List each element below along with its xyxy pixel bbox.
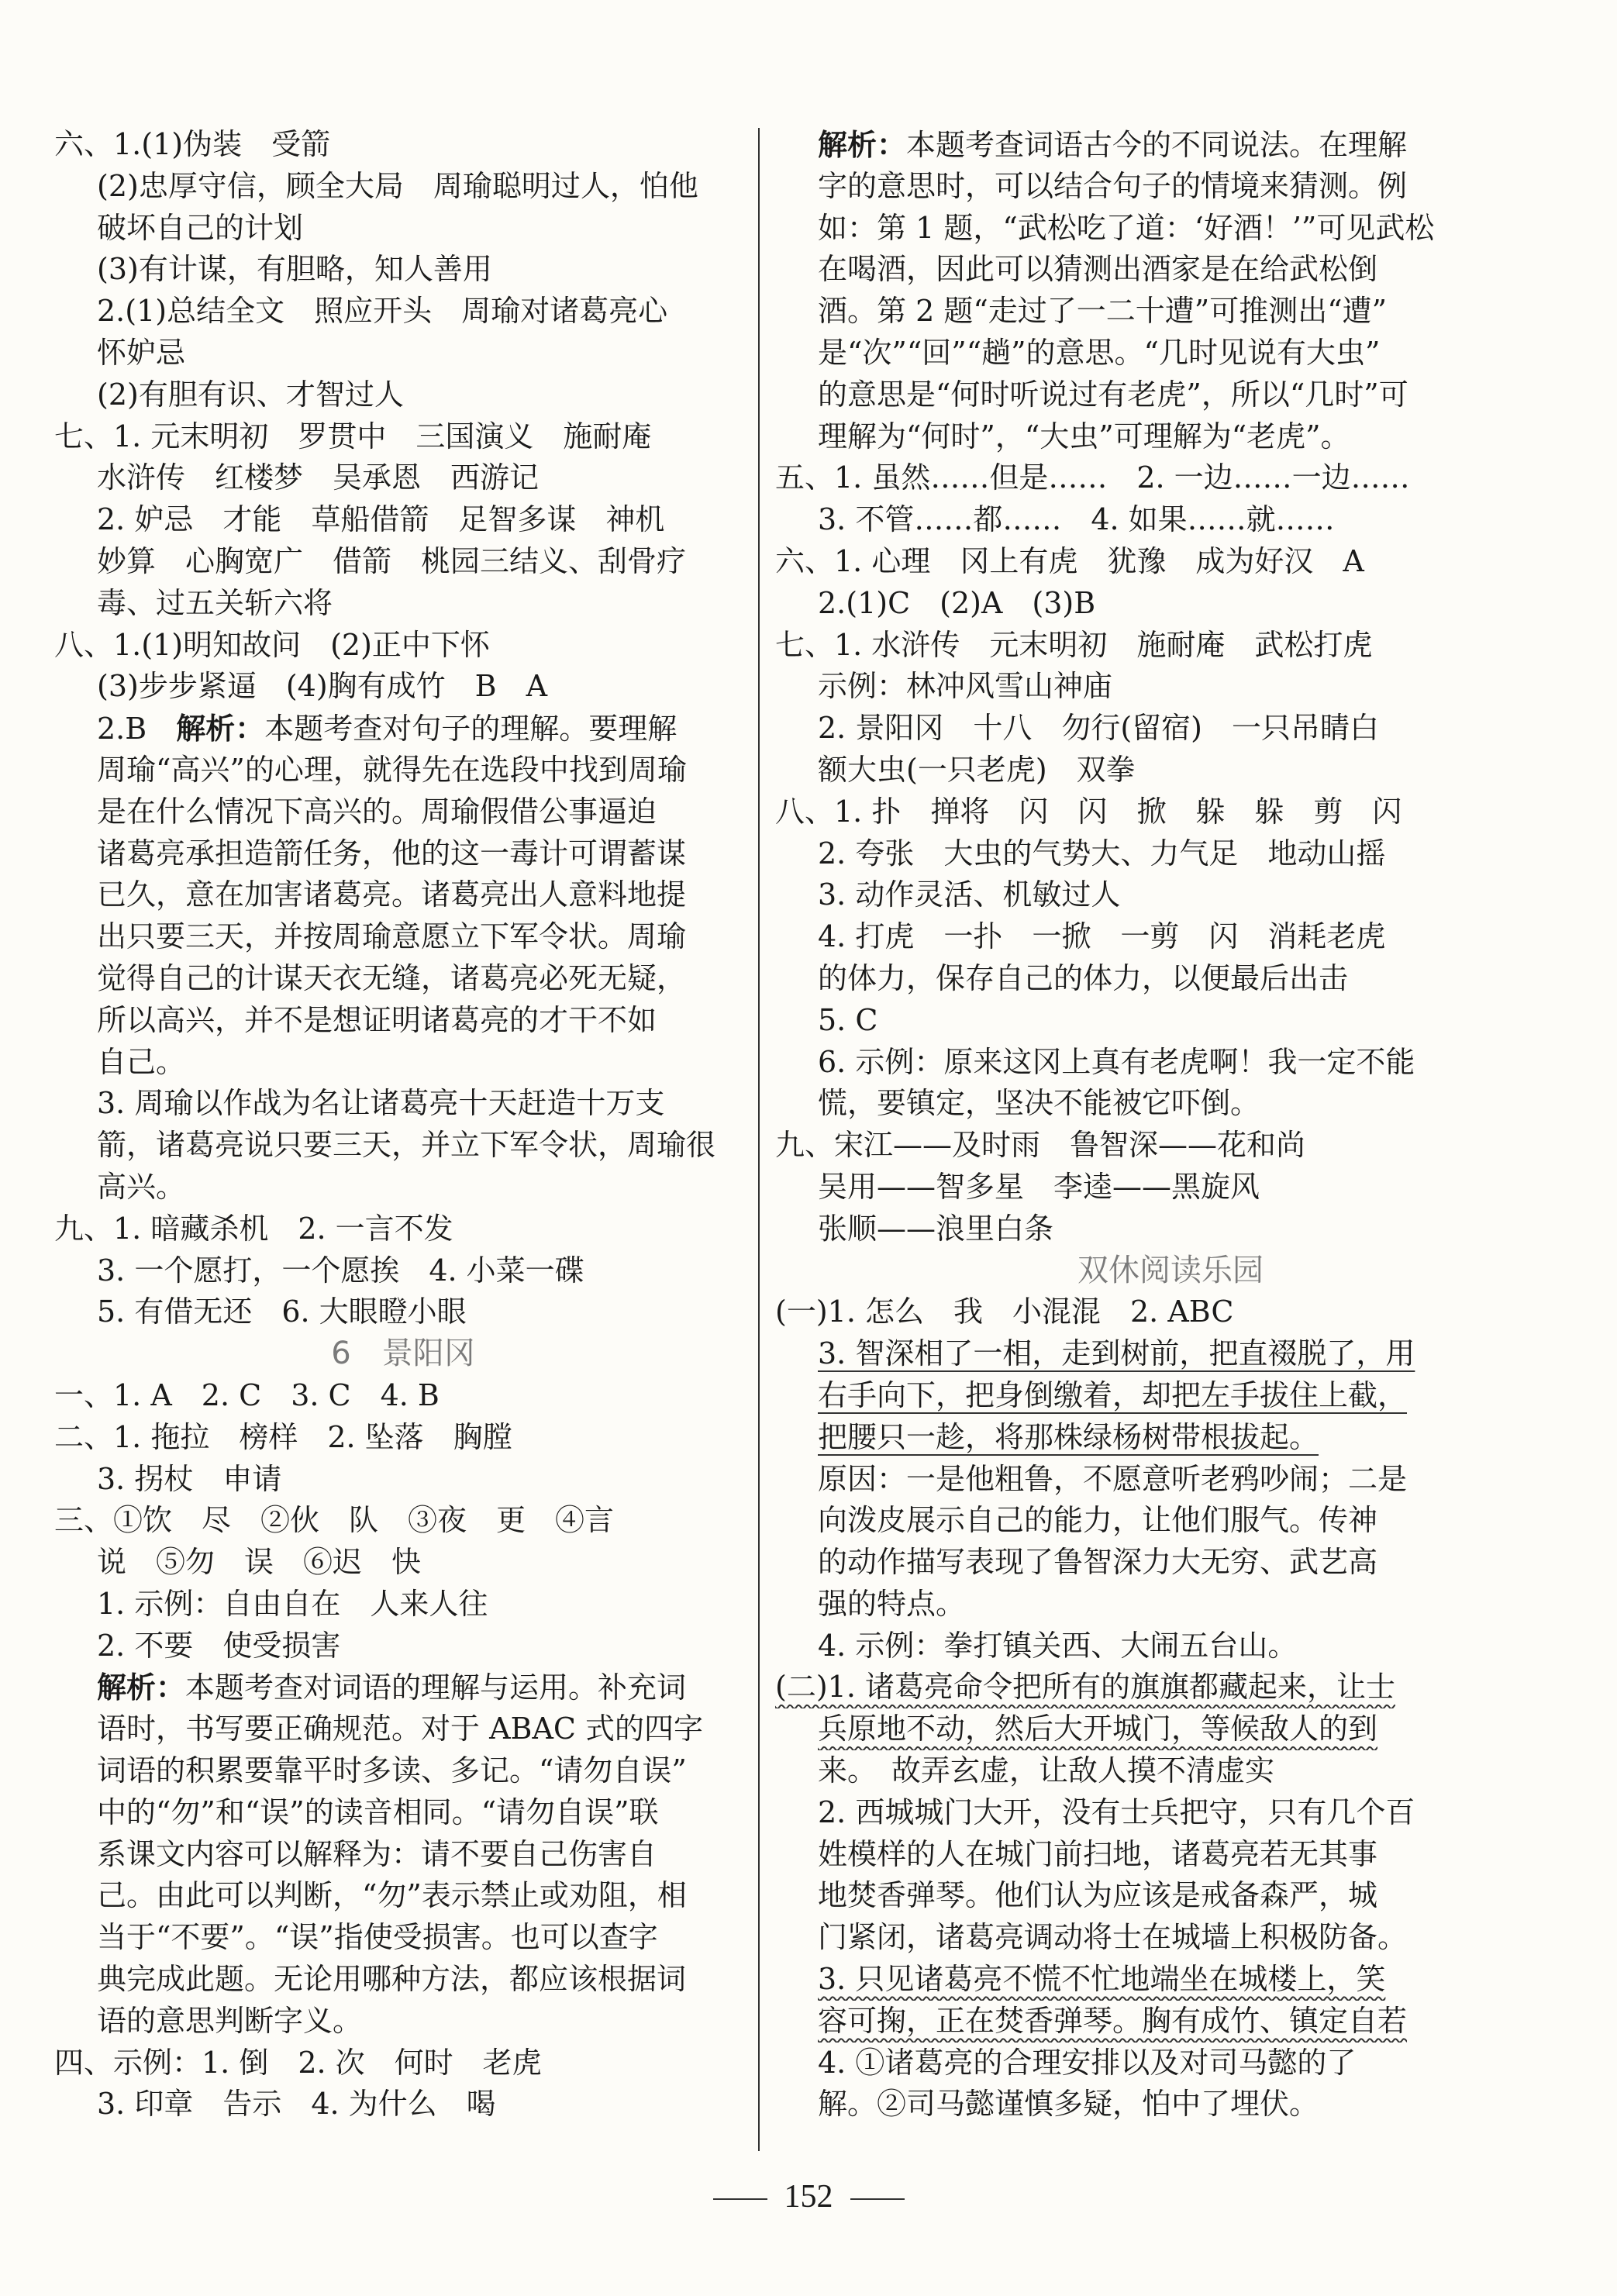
answer-line [54,541,752,583]
answer-line [775,1667,1566,1708]
analysis-label: 解析： [818,127,907,162]
section-heading [775,1250,1566,1292]
answer-line [775,1708,1566,1750]
answer-text: 二、1. 拖拉 榜样 2. 坠落 胸膛 [54,1419,512,1454]
answer-line [775,1167,1566,1208]
answer-line [775,833,1566,875]
answer-text: 三、①饮 尽 ②伙 队 ③夜 更 ④言 [54,1503,615,1538]
answer-line [54,1291,752,1333]
answer-line [775,1083,1566,1125]
answer-line [54,1417,752,1459]
answer-line [775,708,1566,750]
answer-line [775,916,1566,958]
answer-text: 慌，要镇定，坚决不能被它吓倒。 [818,1086,1260,1121]
answer-line [775,625,1566,667]
right-column [775,124,1566,2125]
answer-line [54,666,752,708]
answer-text: 七、1. 水浒传 元末明初 施耐庵 武松打虎 [775,627,1373,662]
answer-line [775,2084,1566,2125]
answer-line [775,249,1566,291]
answer-line [775,750,1566,791]
answer-text: 八、1.(1)明知故问 (2)正中下怀 [54,627,490,662]
answer-line [775,666,1566,708]
answer-line [775,124,1566,166]
answer-text: (一)1. 怎么 我 小混混 2. ABC [775,1295,1234,1329]
answer-line [775,1208,1566,1250]
answer-text: 2. 妒忌 才能 草船借箭 足智多谋 神机 [97,502,665,537]
answer-line [775,2043,1566,2084]
answer-text: 原因：一是他粗鲁，不愿意听老鸦吵闹；二是 [818,1461,1408,1496]
answer-line [54,166,752,208]
answer-line [54,1542,752,1584]
answer-text: 箭，诸葛亮说只要三天，并立下军令状，周瑜很 [97,1128,716,1163]
answer-line [775,1875,1566,1917]
answer-line [775,1917,1566,1959]
answer-line [54,1834,752,1876]
answer-line [54,1459,752,1501]
left-column [54,124,752,2125]
answer-text: 怀妒忌 [97,335,186,370]
footer-dash-right [850,2198,905,2200]
answer-text: 吴用——智多星 李逵——黑旋风 [818,1169,1260,1204]
answer-line [54,1959,752,2001]
answer-text: 六、1.(1)伪装 受箭 [54,127,331,161]
answer-line [54,1125,752,1167]
answer-line [54,374,752,416]
answer-text: 6 景阳冈 [331,1336,475,1372]
answer-text: 七、1. 元末明初 罗贯中 三国演义 施耐庵 [54,419,652,453]
answer-text: 4. 打虎 一扑 一掀 一剪 闪 消耗老虎 [818,919,1386,954]
answer-line [775,1375,1566,1417]
answer-line [775,1625,1566,1667]
answer-text: 把腰只一趁，将那株绿杨树带根拔起。 [818,1419,1319,1454]
answer-text: 语时，书写要正确规范。对于 ABAC 式的四字 [97,1712,704,1746]
answer-text: 的体力，保存自己的体力，以便最后出击 [818,960,1349,995]
answer-text: 5. C [818,1002,878,1037]
answer-line [54,1167,752,1208]
answer-text: 一、1. A 2. C 3. C 4. B [54,1377,440,1412]
answer-text: 理解为“何时”，“大虫”可理解为“老虎”。 [818,419,1350,453]
answer-text: (3)有计谋，有胆略，知人善用 [97,252,492,287]
footer-dash-left [713,2198,767,2200]
answer-line [54,333,752,374]
answer-text: 破坏自己的计划 [97,210,304,245]
answer-text: 酒。第 2 题“走过了一二十遭”可推测出“遭” [818,294,1388,329]
answer-line [54,791,752,833]
answer-text: 2.(1)总结全文 照应开头 周瑜对诸葛亮心 [97,294,668,329]
answer-text: 的动作描写表现了鲁智深力大无穷、武艺高 [818,1545,1378,1580]
answer-text: (二)1. 诸葛亮命令把所有的旗旗都藏起来，让士 [775,1670,1395,1705]
answer-line [54,291,752,333]
answer-line [54,1042,752,1084]
analysis-label: 解析： [176,711,265,746]
answer-line [775,374,1566,416]
answer-text: 2. 景阳冈 十八 勿行(留宿) 一只吊睛白 [818,711,1379,746]
answer-text: 2.(1)C (2)A (3)B [818,585,1096,620]
answer-text: 2. 西城城门大开，没有士兵把守，只有几个百 [818,1794,1415,1829]
answer-line [775,1417,1566,1459]
answer-line [54,1083,752,1125]
answer-text: 己。由此可以判断，“勿”表示禁止或劝阻，相 [97,1878,687,1913]
answer-line [54,416,752,458]
answer-text: 系课文内容可以解释为：请不要自己伤害自 [97,1836,657,1871]
answer-line [775,1834,1566,1876]
answer-text: 4. ①诸葛亮的合理安排以及对司马懿的了 [818,2045,1357,2080]
answer-text: 解析：本题考查词语古今的不同说法。在理解 [818,127,1408,162]
answer-line [54,958,752,1000]
answer-line [54,249,752,291]
answer-text: 是“次”“回”“趟”的意思。“几时见说有大虫” [818,335,1381,370]
answer-line [775,1042,1566,1084]
answer-text: 5. 有借无还 6. 大眼瞪小眼 [97,1295,467,1329]
answer-line [775,1584,1566,1625]
answer-text: 2. 不要 使受损害 [97,1628,341,1663]
answer-line [54,1208,752,1250]
answer-text: 3. 不管……都…… 4. 如果……就…… [818,502,1335,537]
answer-line [54,750,752,791]
answer-text: 觉得自己的计谋天衣无缝，诸葛亮必死无疑， [97,960,687,995]
answer-text: 门紧闭，诸葛亮调动将士在城墙上积极防备。 [818,1920,1408,1955]
answer-line [775,499,1566,541]
answer-text: 1. 示例：自由自在 人来人往 [97,1586,488,1621]
answer-text: 3. 拐杖 申请 [97,1461,282,1496]
answer-line [775,1125,1566,1167]
answer-text: 九、1. 暗藏杀机 2. 一言不发 [54,1211,453,1246]
answer-text: 3. 智深相了一相，走到树前，把直裰脱了，用 [818,1336,1415,1371]
answer-text: 八、1. 扑 掸将 闪 闪 掀 躲 躲 剪 闪 [775,794,1402,829]
answer-text: 出只要三天，并按周瑜意愿立下军令状。周瑜 [97,919,687,954]
answer-text: 3. 周瑜以作战为名让诸葛亮十天赶造十万支 [97,1086,665,1121]
answer-line [775,166,1566,208]
answer-line [775,874,1566,916]
answer-text: 毒、过五关斩六将 [97,585,333,620]
answer-line [54,1917,752,1959]
answer-line [54,874,752,916]
answer-line [54,708,752,750]
answer-line [775,583,1566,625]
answer-line [54,1625,752,1667]
answer-line [54,1875,752,1917]
answer-text: 张顺——浪里白条 [818,1211,1054,1246]
answer-line [54,1250,752,1292]
answer-line [775,291,1566,333]
answer-text: 解。②司马懿谨慎多疑，怕中了埋伏。 [818,2087,1319,2122]
answer-line [775,333,1566,374]
answer-line [775,1542,1566,1584]
answer-line [775,457,1566,499]
answer-text: 字的意思时，可以结合句子的情境来猜测。例 [818,168,1408,203]
answer-line [54,1500,752,1542]
answer-text: 地焚香弹琴。他们认为应该是戒备森严，城 [818,1878,1378,1913]
page-number-footer [0,2178,1617,2215]
answer-line [54,1750,752,1792]
answer-line [54,1708,752,1750]
answer-line [54,625,752,667]
answer-text: 所以高兴，并不是想证明诸葛亮的才干不如 [97,1002,657,1037]
answer-text: 解析：本题考查对词语的理解与运用。补充词 [97,1670,687,1705]
answer-text: 右手向下，把身倒缴着，却把左手拔住上截， [818,1377,1408,1412]
answer-text: 示例：林冲风雪山神庙 [818,669,1113,704]
section-heading [54,1333,752,1375]
answer-text: 6. 示例：原来这冈上真有老虎啊！我一定不能 [818,1044,1415,1079]
answer-text: 姓模样的人在城门前扫地，诸葛亮若无其事 [818,1836,1378,1871]
answer-line [54,1667,752,1708]
answer-line [54,1000,752,1042]
answer-text: 2.B 解析：本题考查对句子的理解。要理解 [97,711,677,746]
answer-text: 高兴。 [97,1169,186,1204]
answer-line [775,1959,1566,2001]
answer-text: 九、宋江——及时雨 鲁智深——花和尚 [775,1128,1306,1163]
answer-line [775,1459,1566,1501]
answer-text: 典完成此题。无论用哪种方法，都应该根据词 [97,1962,687,1997]
answer-line [775,1792,1566,1834]
answer-line [775,541,1566,583]
answer-text: 周瑜“高兴”的心理，就得先在选段中找到周瑜 [97,752,687,787]
answer-text: 强的特点。 [818,1586,966,1621]
answer-line [775,1750,1566,1792]
answer-line [54,833,752,875]
answer-text: 如：第 1 题，“武松吃了道：‘好酒！’”可见武松 [818,210,1435,245]
answer-text: 是在什么情况下高兴的。周瑜假借公事逼迫 [97,794,657,829]
answer-line [54,1375,752,1417]
answer-line [54,499,752,541]
answer-line [775,1291,1566,1333]
answer-text: 4. 示例：拳打镇关西、大闹五台山。 [818,1628,1298,1663]
answer-text: 语的意思判断字义。 [97,2003,363,2038]
answer-text: (2)忠厚守信，顾全大局 周瑜聪明过人，怕他 [97,168,698,203]
answer-text: 妙算 心胸宽广 借箭 桃园三结义、刮骨疗 [97,543,687,578]
answer-line [775,791,1566,833]
answer-text: 向泼皮展示自己的能力，让他们服气。传神 [818,1503,1378,1538]
answer-text: 来。 故弄玄虚，让敌人摸不清虚实 [818,1753,1275,1788]
answer-line [54,583,752,625]
answer-text: 3. 一个愿打，一个愿挨 4. 小菜一碟 [97,1253,584,1288]
answer-line [54,457,752,499]
answer-line [775,1333,1566,1375]
answer-line [54,1584,752,1625]
answer-line [775,1500,1566,1542]
answer-text: 的意思是“何时听说过有老虎”，所以“几时”可 [818,377,1408,412]
answer-text: 已久，意在加害诸葛亮。诸葛亮出人意料地提 [97,877,687,912]
answer-line [775,416,1566,458]
answer-line [775,2001,1566,2043]
analysis-label: 解析： [97,1670,186,1705]
answer-text: 词语的积累要靠平时多读、多记。“请勿自误” [97,1753,687,1788]
answer-text: 额大虫(一只老虎) 双拳 [818,752,1136,787]
answer-line [54,2043,752,2084]
answer-text: 3. 动作灵活、机敏过人 [818,877,1121,912]
answer-text: 五、1. 虽然……但是…… 2. 一边……一边…… [775,460,1410,495]
answer-line [54,916,752,958]
answer-line [775,958,1566,1000]
column-divider [758,128,760,2151]
answer-text: 说 ⑤勿 误 ⑥迟 快 [97,1545,422,1580]
answer-text: 容可掬，正在焚香弹琴。胸有成竹、镇定自若 [818,2003,1408,2038]
answer-text: 当于“不要”。“误”指使受损害。也可以查字 [97,1920,658,1955]
answer-line [54,2001,752,2043]
answer-line [54,208,752,250]
answer-text: 四、示例：1. 倒 2. 次 何时 老虎 [54,2045,542,2080]
answer-text: 2. 夸张 大虫的气势大、力气足 地动山摇 [818,836,1386,870]
answer-text: 六、1. 心理 冈上有虎 犹豫 成为好汉 A [775,543,1364,578]
answer-text: 3. 只见诸葛亮不慌不忙地端坐在城楼上，笑 [818,1962,1386,1997]
answer-line [54,2084,752,2125]
answer-text: (3)步步紧逼 (4)胸有成竹 B A [97,669,548,704]
answer-line [775,1000,1566,1042]
answer-text: 兵原地不动，然后大开城门，等候敌人的到 [818,1712,1378,1746]
answer-line [775,208,1566,250]
answer-text: 中的“勿”和“误”的读音相同。“请勿自误”联 [97,1794,659,1829]
answer-text: 水浒传 红楼梦 吴承恩 西游记 [97,460,540,495]
answer-line [54,124,752,166]
answer-line [54,1792,752,1834]
answer-text: 3. 印章 告示 4. 为什么 喝 [97,2087,496,2122]
answer-text: 诸葛亮承担造箭任务，他的这一毒计可谓蓄谋 [97,836,687,870]
answer-text: (2)有胆有识、才智过人 [97,377,404,412]
answer-text: 双休阅读乐园 [1077,1252,1264,1288]
answer-text: 在喝酒，因此可以猜测出酒家是在给武松倒 [818,252,1378,287]
answer-text: 自己。 [97,1044,186,1079]
page-number: 152 [784,2179,833,2215]
